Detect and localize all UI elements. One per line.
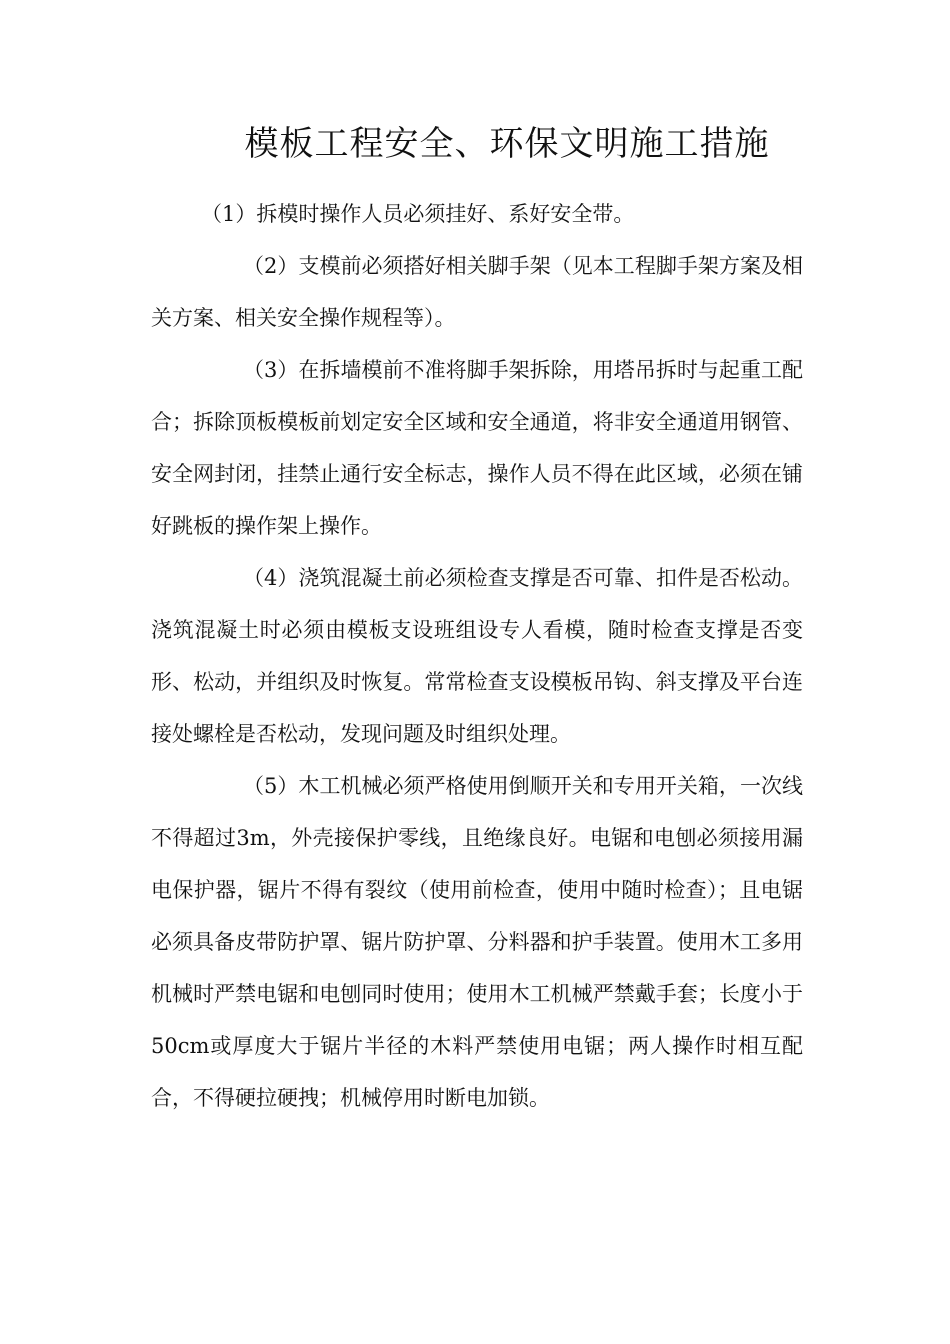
paragraph-4: （4）浇筑混凝土前必须检查支撑是否可靠、扣件是否松动。浇筑混凝土时必须由模板支设班组设专人看模，随时检查支撑是否变形、松动，并组织及时恢复。常常检查支设模板吊钩、斜支撑及平台连接处螺栓是否松动，发现问题及时组织处理。 [151,566,803,746]
paragraph-2: （2）支模前必须搭好相关脚手架（见本工程脚手架方案及相关方案、相关安全操作规程等）。 [151,254,803,330]
document-title: 模板工程安全、环保文明施工措施 [244,124,770,164]
paragraph-1: （1）拆模时操作人员必须挂好、系好安全带。 [201,202,635,226]
paragraph-5: （5）木工机械必须严格使用倒顺开关和专用开关箱，一次线不得超过3m，外壳接保护零线，且绝缘良好。电锯和电刨必须接用漏电保护器，锯片不得有裂纹（使用前检查，使用中随时检查）；且电锯必须具备皮带防护罩、锯片防护罩、分料器和护手装置。使用木工多用机械时严禁电锯和电刨同时使用；使用木工机械严禁戴手套；长度小于50cm或厚度大于锯片半径的木料严禁使用电锯；两人操作时相互配合，不得硬拉硬拽；机械停用时断电加锁。 [151,774,803,1110]
paragraph-3: （3）在拆墙模前不准将脚手架拆除，用塔吊拆时与起重工配合；拆除顶板模板前划定安全区域和安全通道，将非安全通道用钢管、安全网封闭，挂禁止通行安全标志，操作人员不得在此区域，必须在铺好跳板的操作架上操作。 [151,358,803,538]
